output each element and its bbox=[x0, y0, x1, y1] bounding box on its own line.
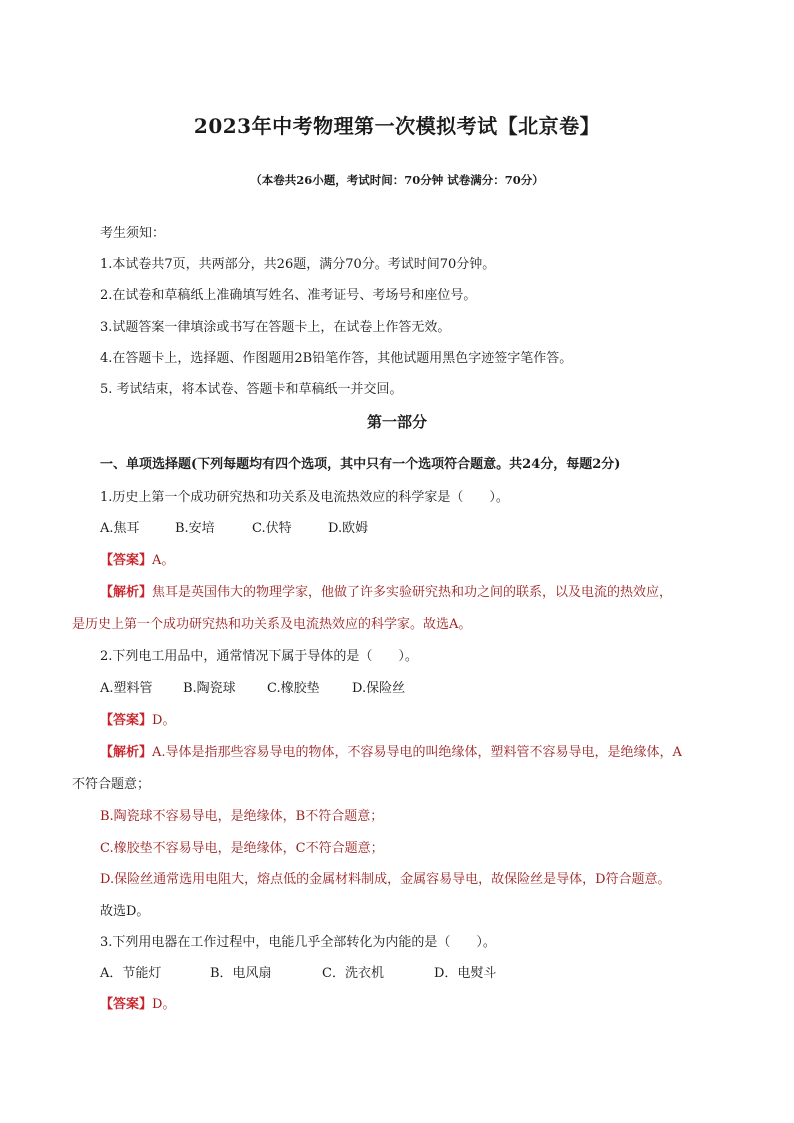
notice-item: 5. 考试结束，将本试卷、答题卡和草稿纸一并交回。 bbox=[100, 382, 403, 397]
analysis-label: 【解析】 bbox=[100, 745, 153, 760]
answer-label: 【答案】 bbox=[100, 997, 153, 1012]
notice-item: 3.试题答案一律填涂或书写在答题卡上，在试卷上作答无效。 bbox=[100, 320, 451, 335]
answer-value: D。 bbox=[152, 713, 176, 728]
analysis-line bbox=[100, 581, 672, 600]
analysis-line bbox=[100, 741, 682, 760]
option: A．节能灯 bbox=[100, 966, 162, 981]
analysis-text: 是历史上第一个成功研究热和功关系及电流热效应的科学家。故选A。 bbox=[72, 617, 472, 632]
section-title: 第一部分 bbox=[366, 413, 427, 431]
answer-line bbox=[100, 993, 175, 1012]
answer-line bbox=[100, 549, 174, 568]
answer-line bbox=[100, 709, 175, 728]
analysis-text: C.橡胶垫不容易导电，是绝缘体，C不符合题意； bbox=[100, 841, 384, 856]
option: D．电熨斗 bbox=[434, 966, 497, 981]
option: C．洗衣机 bbox=[322, 966, 384, 981]
option: C.伏特 bbox=[252, 521, 292, 536]
option: B.陶瓷球 bbox=[183, 681, 236, 696]
analysis-text: B.陶瓷球不容易导电，是绝缘体，B不符合题意； bbox=[100, 809, 384, 824]
answer-value: A。 bbox=[152, 553, 175, 568]
option: A.塑料管 bbox=[100, 681, 153, 696]
question-stem: 1.历史上第一个成功研究热和功关系及电流热效应的科学家是（ ）。 bbox=[100, 490, 509, 505]
option: B．电风扇 bbox=[210, 966, 272, 981]
notice-item: 1.本试卷共7页，共两部分，共26题，满分70分。考试时间70分钟。 bbox=[100, 257, 496, 272]
page-title: 2023年中考物理第一次模拟考试【北京卷】 bbox=[193, 114, 601, 138]
option: D.保险丝 bbox=[352, 681, 406, 696]
analysis-text: D.保险丝通常选用电阻大，熔点低的金属材料制成，金属容易导电，故保险丝是导体，D符合题意。 bbox=[100, 872, 671, 887]
question-stem: 2.下列电工用品中，通常情况下属于导体的是（ ）。 bbox=[100, 649, 418, 664]
analysis-text: A.导体是指那些容易导电的物体，不容易导电的叫绝缘体，塑料管不容易导电，是绝缘体，A bbox=[152, 745, 682, 760]
notice-item: 2.在试卷和草稿纸上准确填写姓名、准考证号、考场号和座位号。 bbox=[100, 288, 477, 303]
analysis-text: 故选D。 bbox=[100, 904, 150, 919]
option: D.欧姆 bbox=[328, 521, 369, 536]
notice-item: 4.在答题卡上，选择题、作图题用2B铅笔作答，其他试题用黑色字迹签字笔作答。 bbox=[100, 351, 573, 366]
option: A.焦耳 bbox=[100, 521, 140, 536]
analysis-label: 【解析】 bbox=[100, 585, 153, 600]
notice-heading: 考生须知： bbox=[100, 226, 166, 241]
answer-value: D。 bbox=[152, 997, 176, 1012]
question-options bbox=[100, 517, 368, 536]
analysis-text: 焦耳是英国伟大的物理学家，他做了许多实验研究热和功之间的联系，以及电流的热效应， bbox=[152, 585, 673, 600]
analysis-text: 不符合题意； bbox=[72, 777, 151, 792]
question-stem: 3.下列用电器在工作过程中，电能几乎全部转化为内能的是（ ）。 bbox=[100, 935, 496, 950]
section-instruction: 一、单项选择题(下列每题均有四个选项，其中只有一个选项符合题意。共24分，每题2分) bbox=[100, 457, 621, 472]
question-options bbox=[100, 677, 405, 696]
answer-label: 【答案】 bbox=[100, 553, 153, 568]
question-options bbox=[100, 962, 496, 981]
option: B.安培 bbox=[175, 521, 215, 536]
option: C.橡胶垫 bbox=[267, 681, 320, 696]
exam-info: （本卷共26小题，考试时间：70分钟 试卷满分：70分） bbox=[250, 173, 544, 187]
answer-label: 【答案】 bbox=[100, 713, 153, 728]
